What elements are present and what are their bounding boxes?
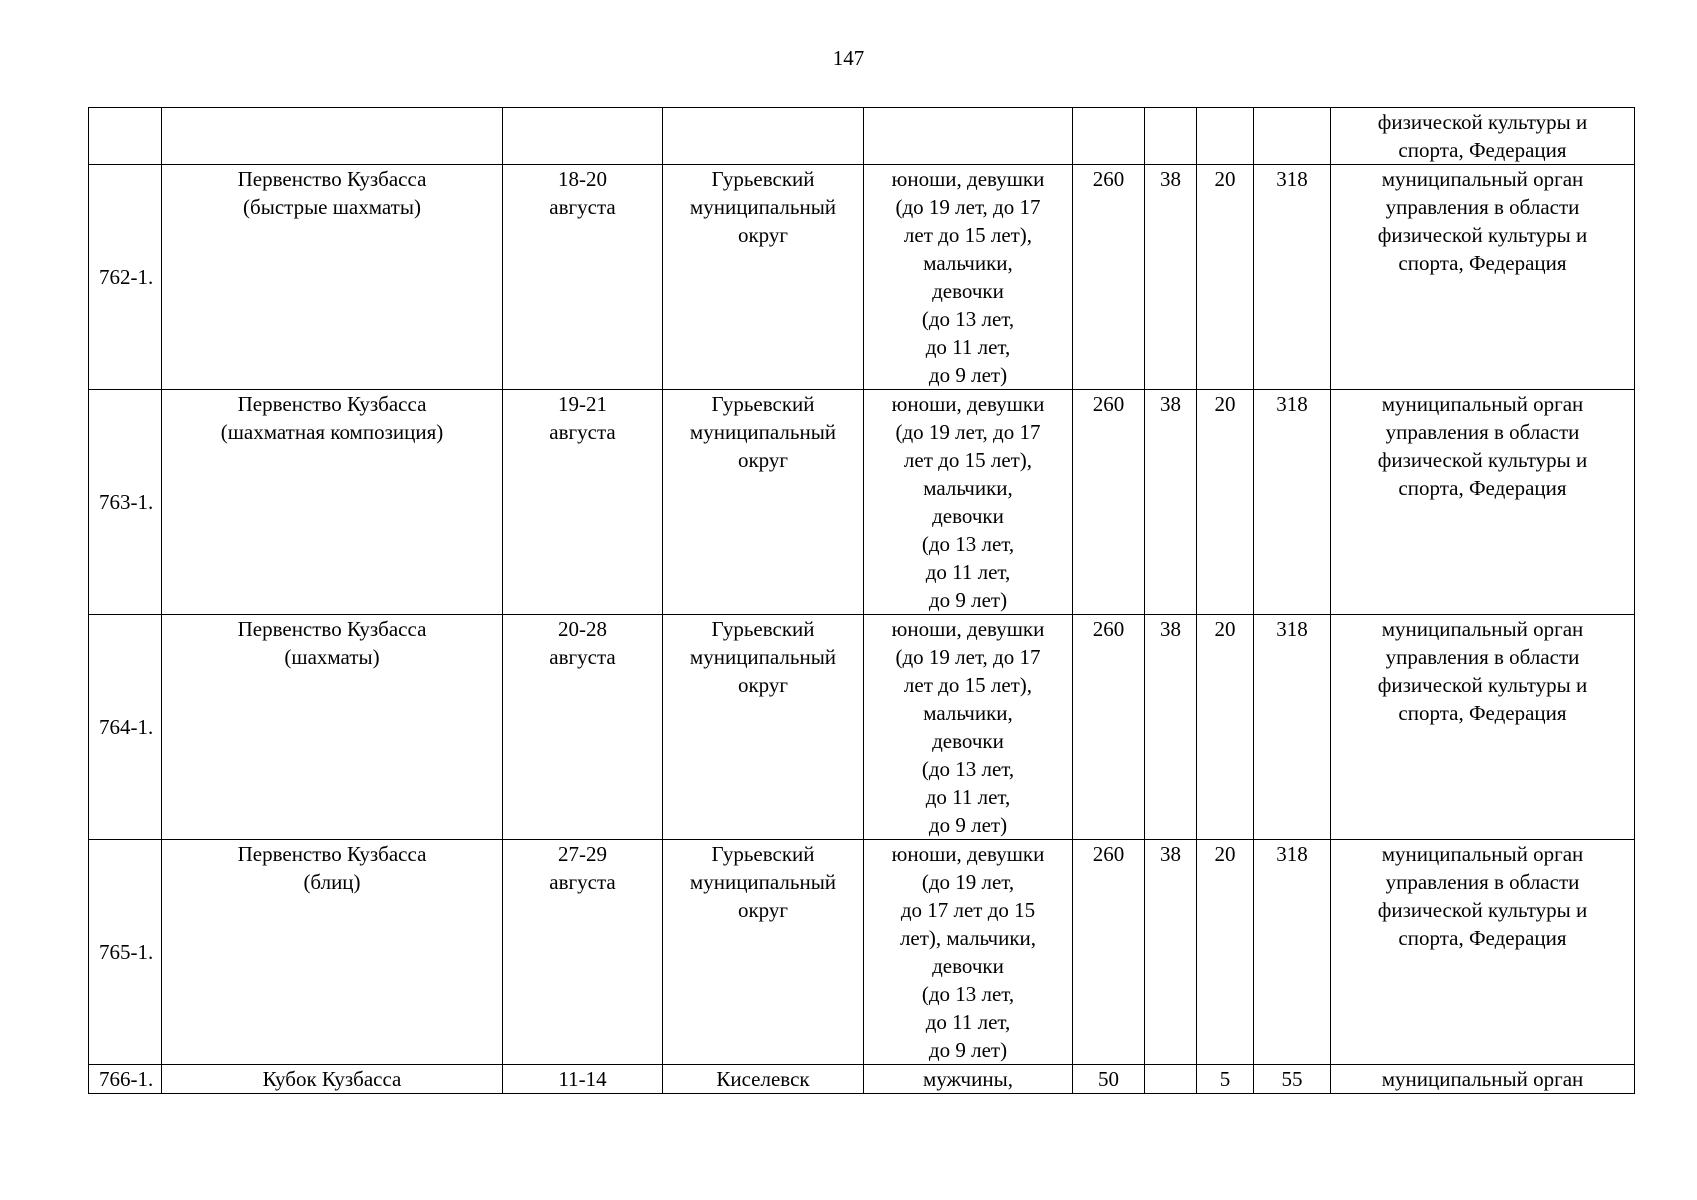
count-athletes-cell: [1073, 108, 1145, 165]
count-judges-cell: 20: [1197, 165, 1254, 390]
event-name-cell: Первенство Кузбасса (быстрые шахматы): [162, 165, 503, 390]
table-row: [89, 165, 1635, 390]
table-row: [89, 615, 1635, 840]
count-coaches-cell: [1145, 1065, 1197, 1094]
event-name-cell: Кубок Кузбасса: [162, 1065, 503, 1094]
table-body: [89, 108, 1635, 1094]
participants-cell: юноши, девушки (до 19 лет, до 17 лет до 15 лет), мальчики, девочки (до 13 лет, до 11 лет, до 9 лет): [864, 840, 1073, 1065]
event-name-cell: [162, 108, 503, 165]
event-dates-cell: 18-20 августа: [503, 165, 663, 390]
participants-cell: [864, 108, 1073, 165]
organizer-cell: физической культуры и спорта, Федерация: [1331, 108, 1635, 165]
count-coaches-cell: 38: [1145, 165, 1197, 390]
count-coaches-cell: [1145, 108, 1197, 165]
organizer-cell: муниципальный орган управления в области физической культуры и спорта, Федерация: [1331, 615, 1635, 840]
organizer-cell: муниципальный орган управления в области физической культуры и спорта, Федерация: [1331, 390, 1635, 615]
count-coaches-cell: 38: [1145, 840, 1197, 1065]
table-row: [89, 1065, 1635, 1094]
row-number-cell: 763-1.: [89, 390, 162, 615]
count-total-cell: 318: [1254, 615, 1331, 840]
table-row: [89, 390, 1635, 615]
organizer-cell: муниципальный орган управления в области физической культуры и спорта, Федерация: [1331, 840, 1635, 1065]
event-place-cell: Гурьевский муниципальный округ: [663, 165, 864, 390]
event-place-cell: Гурьевский муниципальный округ: [663, 840, 864, 1065]
count-total-cell: 318: [1254, 840, 1331, 1065]
event-dates-cell: 19-21 августа: [503, 390, 663, 615]
participants-cell: юноши, девушки (до 19 лет, до 17 лет до 15 лет), мальчики, девочки (до 13 лет, до 11 лет, до 9 лет): [864, 165, 1073, 390]
count-judges-cell: 5: [1197, 1065, 1254, 1094]
row-number-cell: [89, 108, 162, 165]
event-name-cell: Первенство Кузбасса (шахматы): [162, 615, 503, 840]
count-judges-cell: 20: [1197, 615, 1254, 840]
participants-cell: юноши, девушки (до 19 лет, до 17 лет до 15 лет), мальчики, девочки (до 13 лет, до 11 лет, до 9 лет): [864, 615, 1073, 840]
count-athletes-cell: 260: [1073, 390, 1145, 615]
organizer-cell: муниципальный орган: [1331, 1065, 1635, 1094]
participants-cell: юноши, девушки (до 19 лет, до 17 лет до 15 лет), мальчики, девочки (до 13 лет, до 11 лет, до 9 лет): [864, 390, 1073, 615]
event-place-cell: Гурьевский муниципальный округ: [663, 615, 864, 840]
event-dates-cell: [503, 108, 663, 165]
participants-cell: мужчины,: [864, 1065, 1073, 1094]
organizer-cell: муниципальный орган управления в области физической культуры и спорта, Федерация: [1331, 165, 1635, 390]
events-table: [88, 107, 1635, 1094]
count-coaches-cell: 38: [1145, 615, 1197, 840]
table-row-continued: [89, 108, 1635, 165]
count-total-cell: [1254, 108, 1331, 165]
count-athletes-cell: 50: [1073, 1065, 1145, 1094]
count-coaches-cell: 38: [1145, 390, 1197, 615]
page-number: 147: [832, 46, 865, 70]
count-total-cell: 318: [1254, 390, 1331, 615]
count-total-cell: 318: [1254, 165, 1331, 390]
count-total-cell: 55: [1254, 1065, 1331, 1094]
row-number-cell: 762-1.: [89, 165, 162, 390]
count-athletes-cell: 260: [1073, 615, 1145, 840]
event-name-cell: Первенство Кузбасса (блиц): [162, 840, 503, 1065]
event-place-cell: [663, 108, 864, 165]
event-name-cell: Первенство Кузбасса (шахматная композиция): [162, 390, 503, 615]
row-number-cell: 765-1.: [89, 840, 162, 1065]
row-number-cell: 766-1.: [89, 1065, 162, 1094]
table-row: [89, 840, 1635, 1065]
event-place-cell: Киселевск: [663, 1065, 864, 1094]
event-dates-cell: 27-29 августа: [503, 840, 663, 1065]
event-place-cell: Гурьевский муниципальный округ: [663, 390, 864, 615]
count-judges-cell: [1197, 108, 1254, 165]
count-judges-cell: 20: [1197, 390, 1254, 615]
row-number-cell: 764-1.: [89, 615, 162, 840]
count-judges-cell: 20: [1197, 840, 1254, 1065]
event-dates-cell: 20-28 августа: [503, 615, 663, 840]
count-athletes-cell: 260: [1073, 165, 1145, 390]
count-athletes-cell: 260: [1073, 840, 1145, 1065]
event-dates-cell: 11-14: [503, 1065, 663, 1094]
